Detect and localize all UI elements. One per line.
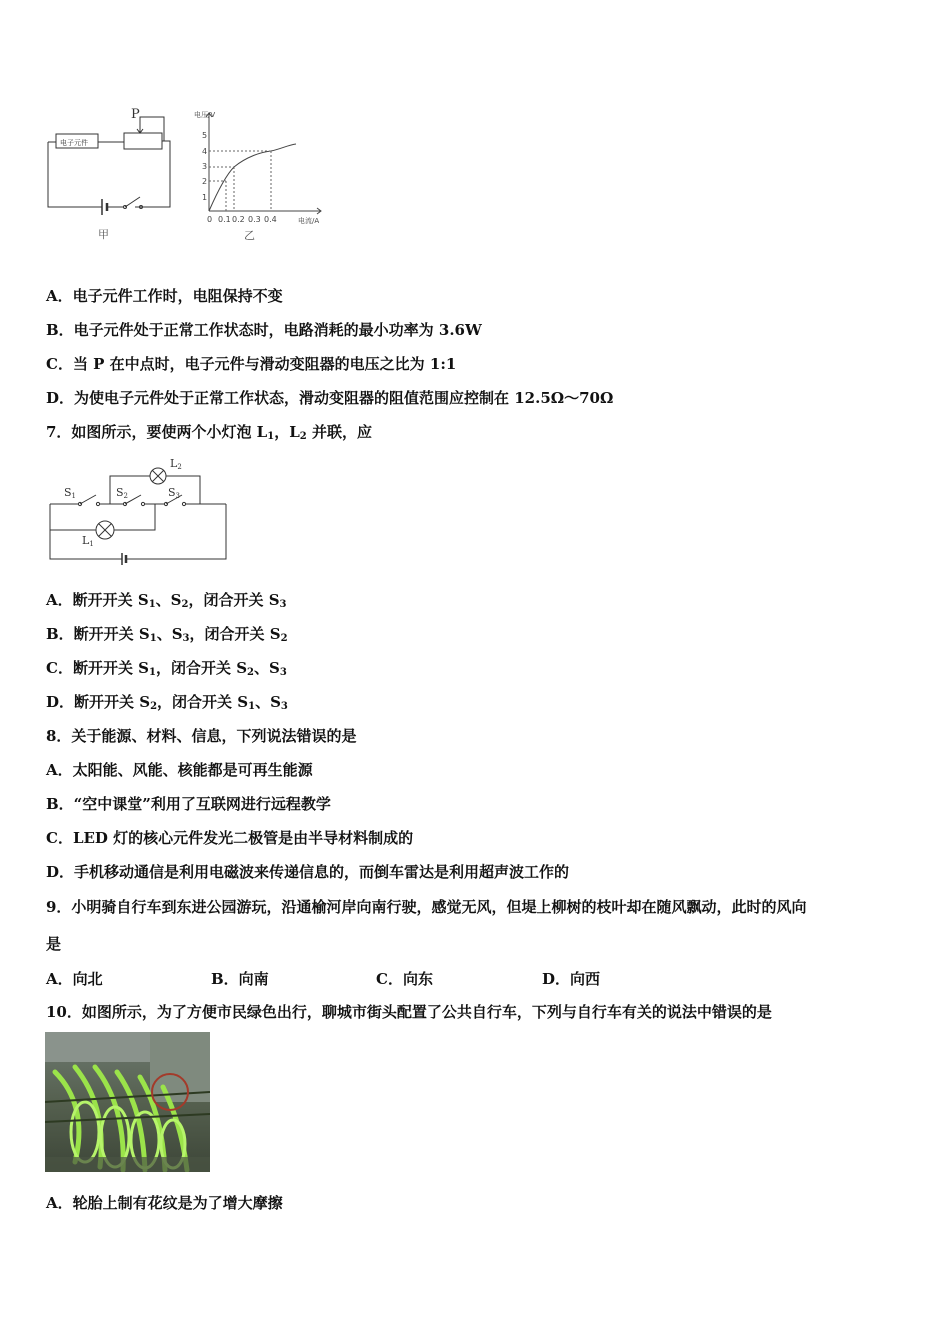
q7-option-b: B．断开开关 $S_1$、$S_3$，闭合开关 $S_2$ [46,625,288,644]
q8-option-a: A．太阳能、风能、核能都是可再生能源 [46,761,313,779]
y-axis-label: 电压/V [194,111,216,119]
x-tick: 0.1 [218,215,231,224]
circuit-diagram-jia [40,105,180,245]
x-tick: 0.3 [248,215,261,224]
lamp-l2-label: L2 [170,457,182,471]
switch-s3-label: S3 [168,486,181,500]
q6-option-b: B．电子元件处于正常工作状态时，电路消耗的最小功率为 3.6W [46,321,482,339]
figure-label-yi: 乙 [244,229,255,242]
q6-option-c: C．当 P 在中点时，电子元件与滑动变阻器的电压之比为 1:1 [46,355,457,373]
q8-option-b: B．“空中课堂”利用了互联网进行远程教学 [46,795,331,813]
figure-label-jia: 甲 [98,228,109,241]
q10-stem: 10．如图所示，为了方便市民绿色出行，聊城市街头配置了公共自行车，下列与自行车有关的说法中错误的是 [46,1003,772,1021]
x-tick: 0.2 [232,215,245,224]
x-tick: 0.4 [264,215,277,224]
parallel-circuit-diagram [40,454,240,574]
q8-option-c: C．LED 灯的核心元件发光二极管是由半导材料制成的 [46,829,414,847]
voltage-current-graph [186,105,336,245]
q7-option-c: C．断开开关 $S_1$，闭合开关 $S_2$、$S_3$ [46,659,287,678]
slider-p-label: P [131,107,140,122]
q7-option-a: A．断开开关 $S_1$、$S_2$，闭合开关 $S_3$ [46,591,287,610]
q7-stem: 7．如图所示，要使两个小灯泡 $L_1$，$L_2$ 并联，应 [46,423,372,442]
q9-option-b: B．向南 [211,970,269,988]
q6-option-a: A．电子元件工作时，电阻保持不变 [46,287,283,305]
q9-option-c: C．向东 [376,970,433,988]
q7-option-d: D．断开开关 $S_2$，闭合开关 $S_1$、$S_3$ [46,693,288,712]
q9-stem-line2: 是 [46,935,62,953]
y-tick: 2 [202,177,208,186]
q8-option-d: D．手机移动通信是利用电磁波来传递信息的，而倒车雷达是利用超声波工作的 [46,863,570,881]
q6-option-d: D．为使电子元件处于正常工作状态，滑动变阻器的阻值范围应控制在 12.5Ω～70Ω [46,389,614,407]
q8-stem: 8．关于能源、材料、信息，下列说法错误的是 [46,727,357,745]
y-tick: 3 [202,162,208,171]
y-tick: 5 [202,131,208,140]
q9-option-d: D．向西 [542,970,601,988]
q9-stem-line1: 9．小明骑自行车到东进公园游玩，沿通榆河岸向南行驶，感觉无风，但堤上柳树的枝叶却在随风飘动，此时的风向 [46,898,807,916]
y-tick: 4 [202,147,208,156]
x-axis-label: 电流/A [298,217,320,225]
x-tick: 0 [207,215,213,224]
y-tick: 1 [202,193,208,202]
switch-s2-label: S2 [116,486,129,500]
q10-option-a: A．轮胎上制有花纹是为了增大摩擦 [46,1194,283,1212]
switch-s1-label: S1 [64,486,77,500]
public-bicycles-photo [45,1032,210,1172]
q9-option-a: A．向北 [46,970,103,988]
lamp-l1-label: L1 [82,534,94,548]
element-label: 电子元件 [60,139,88,147]
